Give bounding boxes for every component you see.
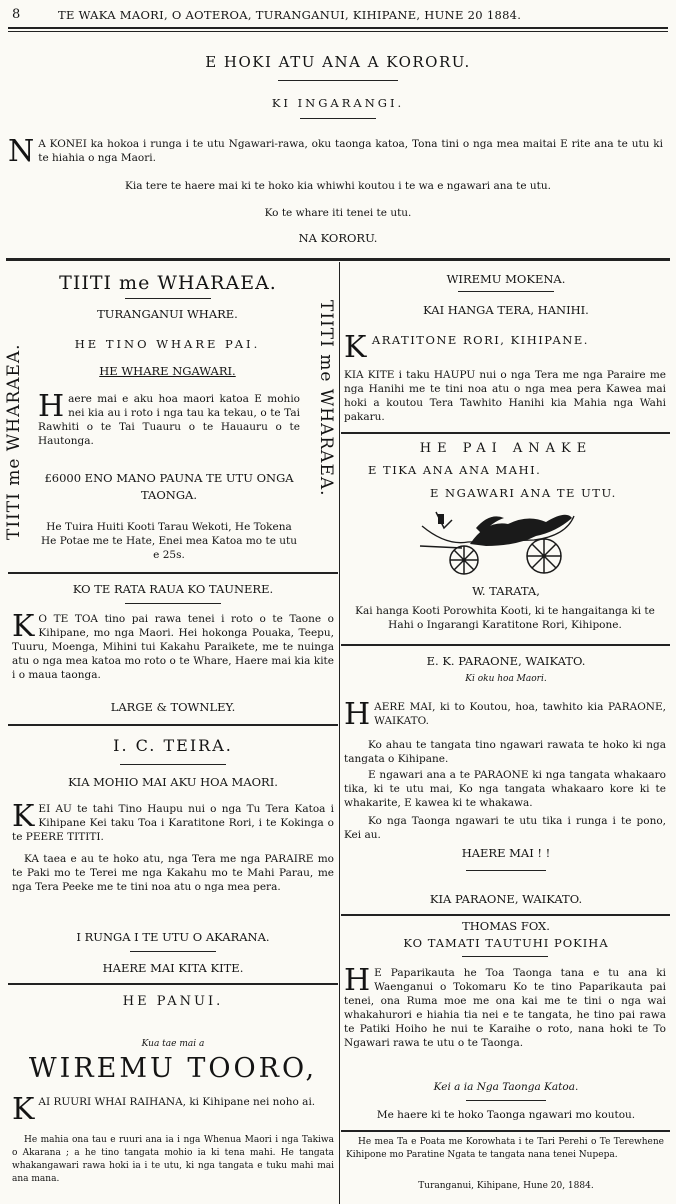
titi-vertical-right: TIITI me WHARAEA.: [316, 300, 336, 497]
masthead-rule-2: [8, 31, 668, 32]
masthead-rule: [8, 27, 668, 29]
fox-dropcap: H: [344, 963, 371, 998]
top-ad-body2: Kia tere te haere mai ki te hoko kia whiwhi koutou i te wa e ngawari ana te utu.: [125, 180, 551, 192]
panui-body2: He mahia ona tau e ruuri ana ia i nga Whenua Maori i nga Takiwa o Akarana ; a he tino tangata mohio ia ki tena mahi. He tangata whakangawari rawa hoki ia i te utu, ki nga tangata e tuku mahi mai ana mana.: [12, 1135, 334, 1184]
tarata-line3: E NGAWARI ANA TE UTU.: [430, 486, 617, 500]
paraone-body2: Ko ahau te tangata tino ngawari rawata te hoko ki nga tangata o Kihipane.: [344, 739, 666, 765]
paraone-body4: Ko nga Taonga ngawari te utu tika i runga i te pono, Kei au.: [344, 815, 666, 841]
teira-line2: HAERE MAI KITA KITE.: [102, 961, 244, 975]
fox-heading2: KO TAMATI TAUTUHI POKIHA: [403, 936, 609, 950]
mokena-heading: WIREMU MOKENA.: [446, 272, 566, 286]
mokena-address: KARATITONE RORI, KIHIPANE.: [344, 330, 589, 365]
rule-paraone-end: [341, 914, 670, 916]
top-ad-body: N A KONEI ka hokoa i runga i te utu Ngawari-rawa, oku taonga katoa, Tona tini o nga mea maitai E rite ana te utu ki te hiahia o nga Maori.: [8, 134, 663, 169]
top-ad-rule-2: [300, 118, 376, 119]
colophon-body: He mea Ta e Poata me Korowhata i te Tari Perehi o Te Terewhene Kihipone mo Paratine Ngata te tangata nana tenei Nupepa.: [346, 1137, 664, 1160]
panui-body1: KAI RUURI WHAI RAIHANA, ki Kihipane nei noho ai.: [12, 1092, 316, 1127]
rule-teira-end: [8, 983, 338, 985]
titi-line1: TURANGANUI WHARE.: [97, 307, 238, 321]
column-divider: [339, 262, 340, 1204]
top-ad-title: E HOKI ATU ANA A KORORU.: [205, 53, 471, 71]
rata-dropcap: K: [12, 609, 35, 644]
fox-line2: Me haere ki te hoko Taonga ngawari mo koutou.: [376, 1109, 636, 1121]
top-ad-signature: NA KORORU.: [298, 231, 378, 245]
titi-line2: HE TINO WHARE PAI.: [74, 337, 261, 351]
top-ad-rule: [278, 80, 398, 81]
teira-rule: [120, 764, 226, 765]
section-rule: [6, 258, 670, 261]
mokena-rule: [458, 291, 554, 292]
teira-body2: KA taea e au te hoko atu, nga Tera me nga PARAIRE mo te Paki mo te Terei me nga Kakahu mo te Mahi Parau, me nga Tera Peeke me te tini noa atu o nga mea pera.: [12, 853, 334, 893]
paraone-line1: HAERE MAI ! !: [461, 846, 551, 860]
colophon-place: Turanganui, Kihipane, Hune 20, 1884.: [418, 1181, 594, 1191]
fox-rule: [462, 956, 548, 957]
top-ad-body3: Ko te whare iti tenei te utu.: [264, 207, 412, 219]
carriage-illustration: [416, 506, 586, 578]
teira-rule-2: [130, 951, 216, 952]
titi-line3: HE WHARE NGAWARI.: [99, 364, 236, 378]
tarata-body: Kai hanga Kooti Porowhita Kooti, ki te hangaitanga ki te Hahi o Ingarangi Karatitone Rori, Kihipone.: [355, 605, 655, 631]
rata-heading: KO TE RATA RAUA KO TAUNERE.: [72, 582, 274, 596]
paraone-line2: KIA PARAONE, WAIKATO.: [429, 892, 583, 906]
mokena-sub: KAI HANGA TERA, HANIHI.: [423, 303, 589, 317]
rata-body: K O TE TOA tino pai rawa tenei i roto o te Taone o Kihipane, mo nga Maori. Hei hokonga Pouaka, Teepu, Tuuru, Moenga, Mihini tui Kakahu Paraikete, me te nuinga atu o nga mea katoa mo roto o te Whare, Haere mai kia kite i o maua taonga.: [12, 609, 334, 681]
titi-body: Haere mai e aku hoa maori katoa E mohio nei kia au i roto i nga tau ka tekau, o te Tai Rawhiti o te Tai Tuauru o te Hauauru o te Hautonga.: [38, 389, 300, 447]
fox-line1: Kei a ia Nga Taonga Katoa.: [433, 1081, 579, 1093]
titi-line4: £6000 ENO MANO PAUNA TE UTU ONGA TAONGA.: [44, 471, 294, 502]
top-ad-subtitle: KI INGARANGI.: [271, 96, 405, 110]
paraone-rule: [466, 870, 546, 871]
rata-signature: LARGE & TOWNLEY.: [110, 700, 236, 714]
rule-titi-end: [8, 572, 338, 574]
titi-rule: [125, 298, 211, 299]
fox-body: H E Paparikauta he Toa Taonga tana e tu ana ki Waenganui o Tokomaru Ko te tino Paparikauta pai tenei, ona Ruma moe me ona kai me te tini o nga wai whakahurori e hiahia tia nei e te tangata, he tino pai rawa te Patiki Hoiho he nui te Karaihe o roto, nana hoki te To Ngawari rawa te utu o te Taonga.: [344, 963, 666, 1049]
panui-dropcap: K: [12, 1092, 35, 1127]
rule-fox-end: [341, 1130, 670, 1132]
fox-rule-2: [466, 1100, 546, 1101]
paraone-body1: HAERE MAI, ki to Koutou, hoa, tawhito kia PARAONE, WAIKATO.: [344, 697, 666, 732]
rule-tarata-end: [341, 644, 670, 646]
panui-sub: Kua tae mai a: [141, 1039, 205, 1049]
tarata-line1: HE PAI ANAKE: [419, 441, 593, 456]
teira-body1: KEI AU te tahi Tino Haupu nui o nga Tu Tera Katoa i Kihipane Kei taku Toa i Karatitone Rori, i te Kokinga o te PEERE TITITI.: [12, 799, 334, 843]
rata-rule: [125, 603, 221, 604]
teira-heading: I. C. TEIRA.: [113, 736, 233, 755]
rule-rata-end: [8, 724, 338, 726]
tarata-line2: E TIKA ANA ANA MAHI.: [368, 463, 542, 477]
teira-line1: I RUNGA I TE UTU O AKARANA.: [76, 930, 270, 944]
titi-vertical-left: TIITI me WHARAEA.: [4, 343, 24, 540]
page-number: 8: [12, 7, 21, 22]
carriage-body: [470, 515, 572, 546]
fox-heading1: THOMAS FOX.: [462, 919, 550, 933]
mokena-dropcap: K: [344, 330, 368, 365]
panui-heading: HE PANUI.: [122, 994, 224, 1009]
mokena-body: KIA KITE i taku HAUPU nui o nga Tera me nga Paraire me nga Hanihi me te tini noa atu o nga mea pera Kawea mai hoki a koutou Tera Tawhito Hanihi kia Mahia nga Wahi pakaru.: [344, 369, 666, 423]
panui-name: WIREMU TOORO,: [28, 1053, 318, 1084]
paraone-dropcap: H: [344, 697, 371, 732]
teira-subheading: KIA MOHIO MAI AKU HOA MAORI.: [68, 775, 278, 789]
titi-heading: TIITI me WHARAEA.: [59, 272, 277, 294]
titi-dropcap: H: [38, 389, 65, 424]
rule-mokena-end: [341, 432, 670, 434]
masthead-title: TE WAKA MAORI, O AOTEROA, TURANGANUI, KIHIPANE, HUNE 20 1884.: [58, 8, 522, 22]
teira-dropcap: K: [12, 799, 35, 834]
top-ad-dropcap: N: [8, 134, 35, 169]
titi-body2: He Tuira Huiti Kooti Tarau Wekoti, He Tokena He Potae me te Hate, Enei mea Katoa mo te utu e 25s.: [41, 521, 297, 561]
paraone-heading: E. K. PARAONE, WAIKATO.: [426, 654, 586, 668]
paraone-sub: Ki oku hoa Maori.: [465, 674, 547, 684]
tarata-name: W. TARATA,: [472, 584, 540, 598]
paraone-body3: E ngawari ana a te PARAONE ki nga tangata whakaaro tika, ki te utu mai, Ko nga tangata whakaaro kore ki te whakarite, E kawea ki te whakawa.: [344, 769, 666, 809]
